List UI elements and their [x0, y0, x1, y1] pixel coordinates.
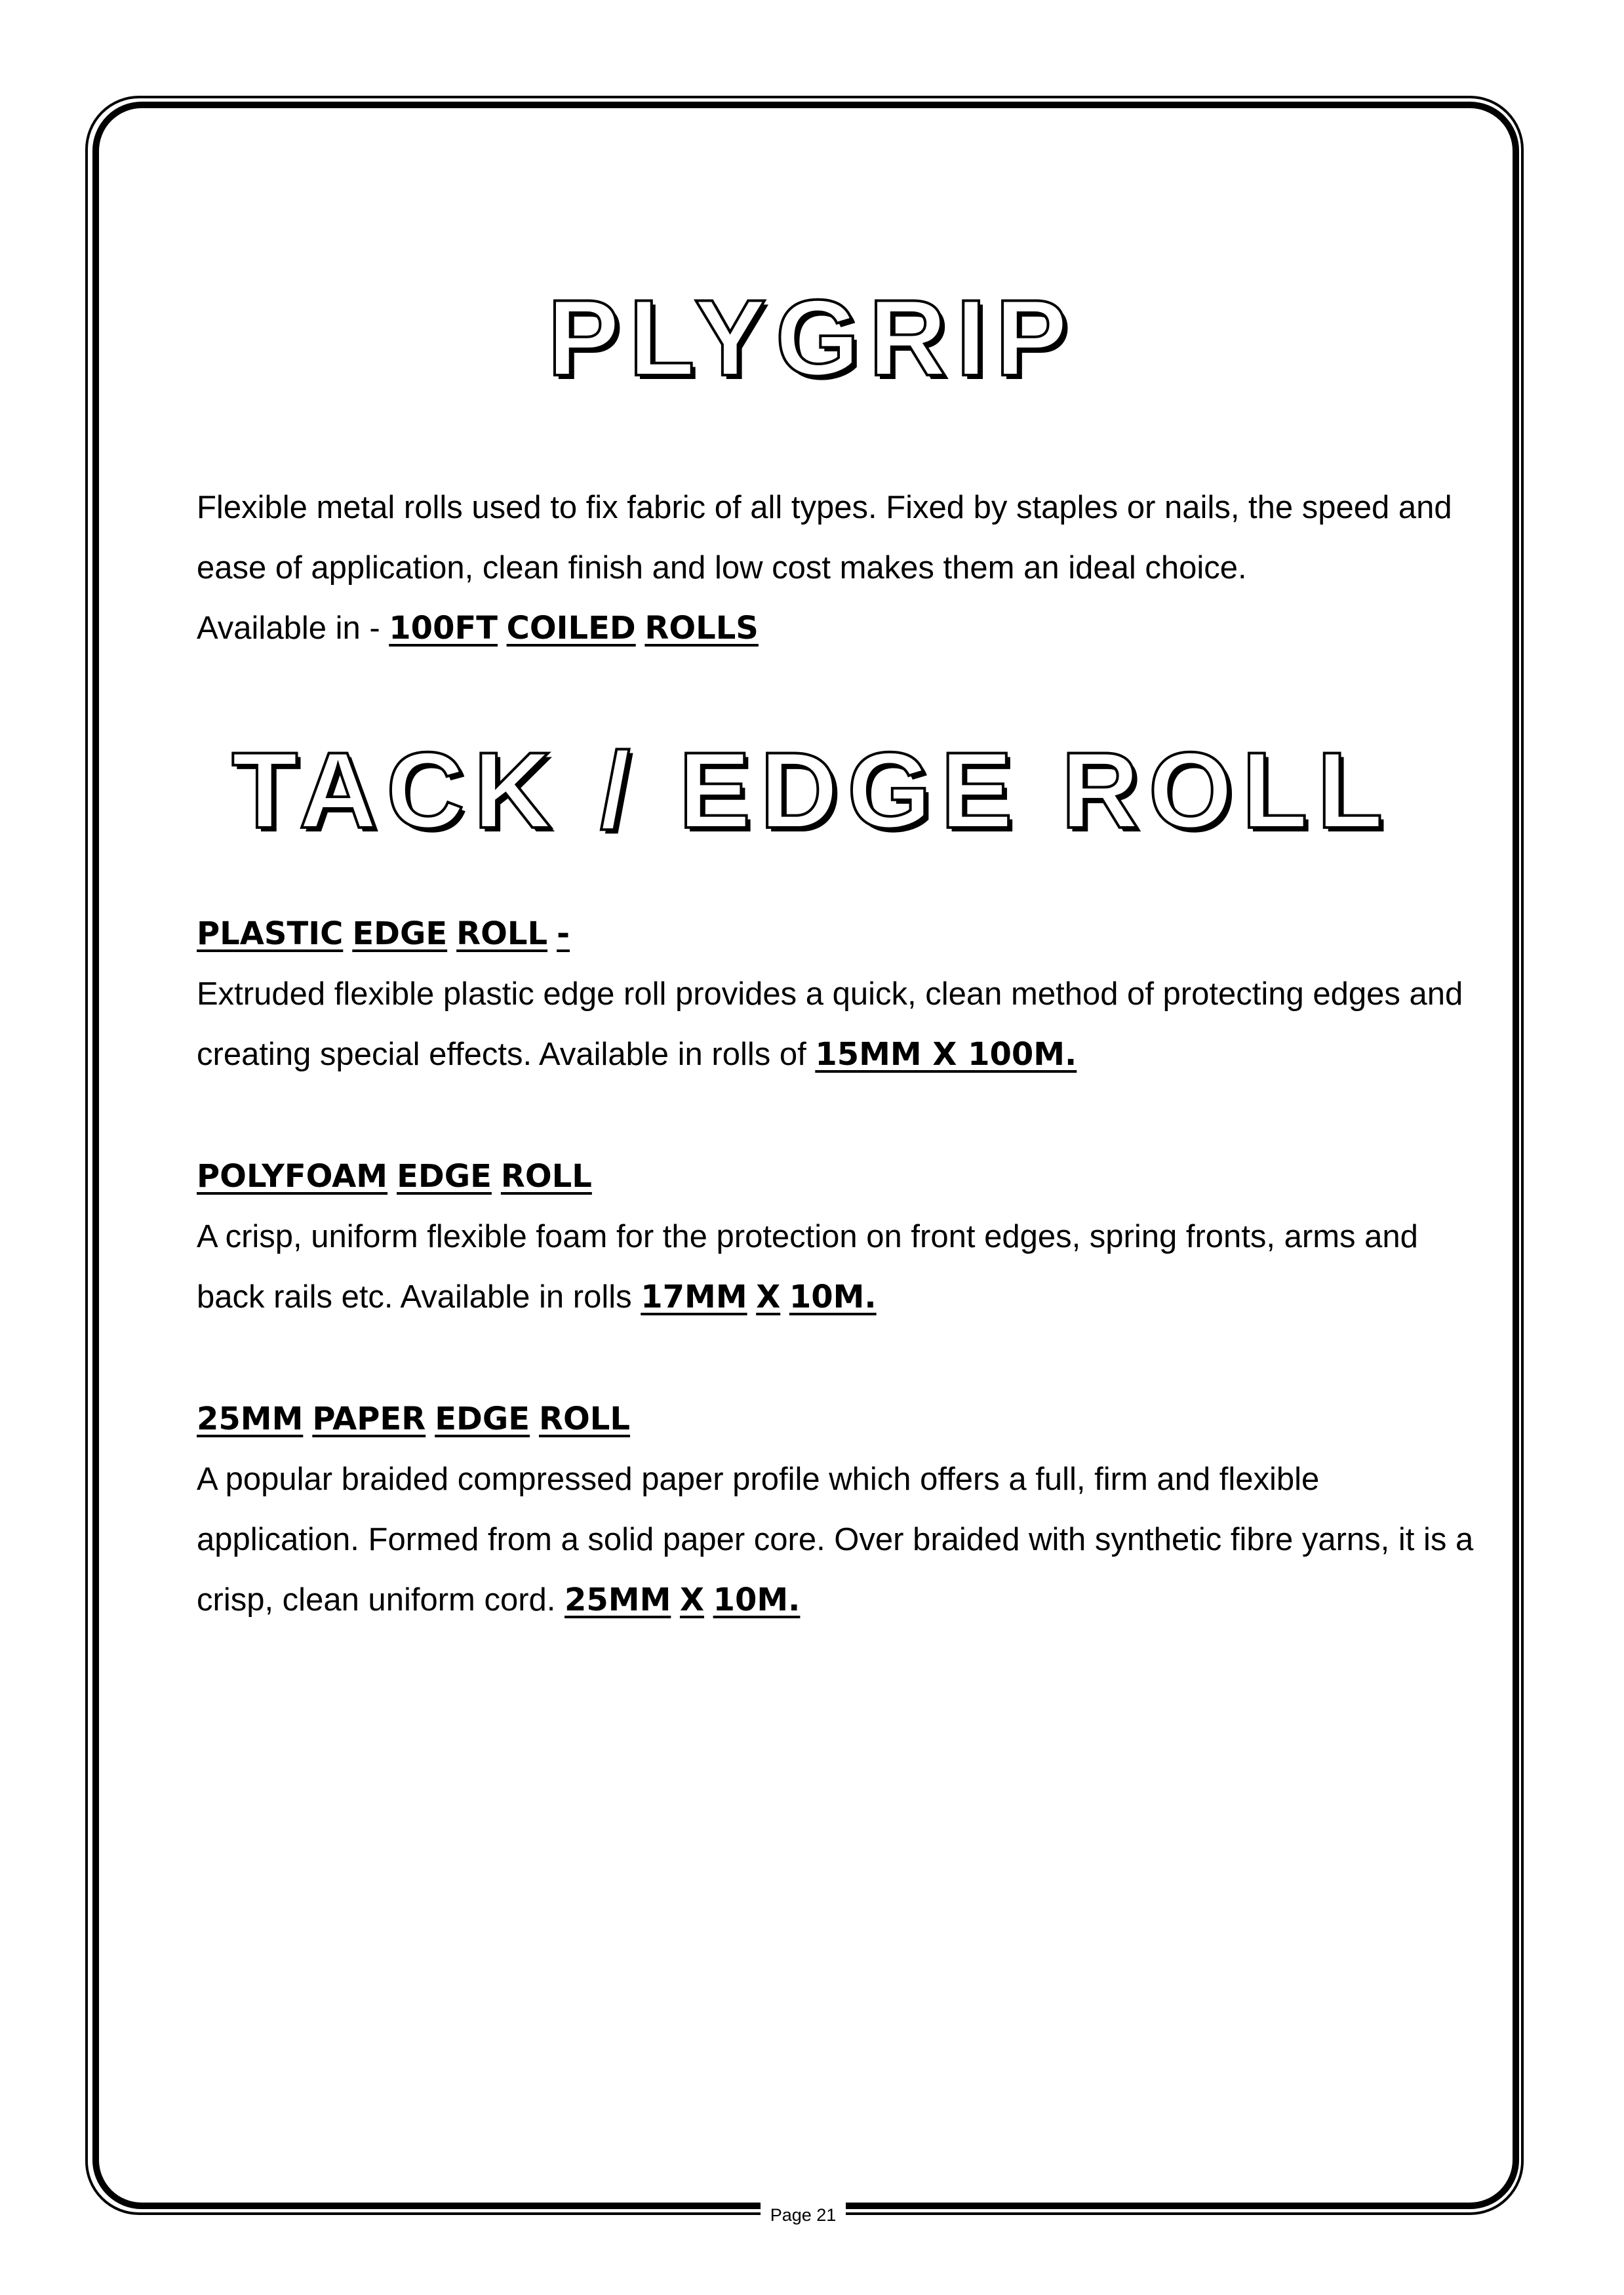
- tack-edge-roll-title: TACK / EDGE ROLL: [231, 730, 1393, 850]
- polyfoam-edge-roll-description: [197, 1207, 1475, 1327]
- page-number: Page 21: [761, 2202, 846, 2228]
- heading-word: EDGE: [435, 1401, 530, 1437]
- heading-word: PLASTIC: [197, 915, 344, 952]
- heading-word: ROLL: [539, 1401, 630, 1437]
- paper-edge-roll-description: [197, 1449, 1475, 1630]
- polyfoam-size-x: X: [756, 1279, 781, 1315]
- plygrip-title: PLYGRIP: [547, 277, 1077, 398]
- polyfoam-size-width: 17MM: [641, 1279, 747, 1315]
- heading-word: ROLL: [500, 1158, 592, 1195]
- heading-word: ROLL: [456, 915, 548, 952]
- polyfoam-size-length: 10M.: [789, 1279, 877, 1315]
- heading-word: EDGE: [352, 915, 448, 952]
- plygrip-availability-label: Available in -: [197, 610, 389, 646]
- paper-size-x: X: [679, 1582, 704, 1618]
- plastic-edge-roll-description: [197, 964, 1475, 1085]
- plastic-text: Extruded flexible plastic edge roll provides a quick, clean method of protecting edges and creating special effects. Available in rolls of: [197, 976, 1463, 1072]
- heading-word: EDGE: [397, 1158, 492, 1195]
- plygrip-description: [197, 477, 1475, 658]
- paper-text: A popular braided compressed paper profile which offers a full, firm and flexible application. Formed from a solid paper core. Over braided with synthetic fibre yarns, it is a crisp, clean uniform cord.: [197, 1462, 1474, 1618]
- heading-word: PAPER: [312, 1401, 426, 1437]
- plastic-size: 15MM X 100M.: [815, 1036, 1077, 1073]
- plygrip-text: Flexible metal rolls used to fix fabric of all types. Fixed by staples or nails, the speed and ease of application, clean finish and low cost makes them an ideal choice.: [197, 490, 1452, 586]
- paper-size-width: 25MM: [564, 1582, 671, 1618]
- heading-word: -: [557, 915, 570, 952]
- paper-size-length: 10M.: [713, 1582, 801, 1618]
- plygrip-format: COILED: [506, 610, 636, 647]
- heading-word: 25MM: [197, 1401, 304, 1437]
- polyfoam-edge-roll-heading: [197, 1146, 601, 1207]
- heading-word: POLYFOAM: [197, 1158, 388, 1195]
- plastic-edge-roll-heading: [197, 904, 579, 965]
- plygrip-size: 100FT: [389, 610, 498, 647]
- paper-edge-roll-heading: [197, 1389, 639, 1450]
- plygrip-unit: ROLLS: [644, 610, 759, 647]
- polyfoam-text: A crisp, uniform flexible foam for the protection on front edges, spring fronts, arms and back rails etc. Available in rolls: [197, 1219, 1418, 1315]
